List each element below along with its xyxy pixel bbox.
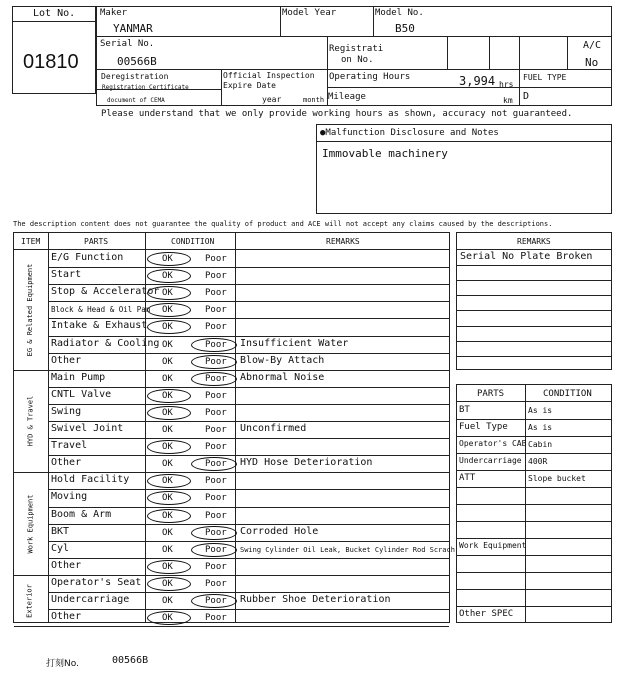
row-divider [48,592,449,593]
specs-condition-header: CONDITION [543,389,592,399]
poor-option[interactable]: Poor [205,305,227,316]
hrs-label: hrs [499,80,514,89]
engraved-number-value: 00566B [112,655,149,666]
row-divider [48,387,449,388]
ok-selected-circle [147,269,191,283]
table-row-remark: Insufficient Water [240,337,349,349]
poor-option[interactable]: Poor [205,322,227,333]
group-label: EG & Related Equipment [26,263,34,357]
table-row-remark: Unconfirmed [240,423,307,434]
poor-option[interactable]: Poor [205,544,227,555]
poor-option[interactable]: Poor [205,425,227,435]
ok-option[interactable]: OK [162,390,173,401]
model-no-label: Model No. [375,8,424,18]
ok-option[interactable]: OK [162,544,173,555]
table-row-part: Start [51,269,82,281]
table-row-remark: Rubber Shoe Deterioration [240,594,391,605]
ok-selected-circle [147,320,191,334]
item-header: ITEM [21,237,41,246]
group-label: HYD & Travel [26,395,34,447]
poor-option[interactable]: Poor [205,510,227,521]
table-row-part: Swivel Joint [51,423,124,434]
specs-table [456,384,612,623]
poor-option[interactable]: Poor [205,373,227,384]
ok-selected-circle [147,560,191,574]
table-row-part: Block & Head & Oil Pan [51,305,151,315]
row-divider [48,353,449,354]
ok-option[interactable]: OK [162,254,173,264]
poor-selected-circle [191,355,237,369]
row-divider [48,558,449,559]
row-divider [48,284,449,285]
remarks-header: REMARKS [326,237,360,246]
ok-option[interactable]: OK [162,305,173,316]
poor-option[interactable]: Poor [205,339,227,350]
poor-option[interactable]: Poor [205,527,227,538]
registration-certificate-label: Registration Certificate [102,84,189,91]
row-divider [48,507,449,508]
poor-option[interactable]: Poor [205,288,227,299]
ok-option[interactable]: OK [162,288,173,299]
poor-selected-circle [191,543,237,557]
spec-part: Other SPEC [459,609,514,619]
row-divider [48,541,449,542]
ok-option[interactable]: OK [162,510,173,521]
group-label: Exterior [26,583,35,618]
ok-option[interactable]: OK [162,373,173,384]
malfunction-box [316,124,612,214]
row-divider [457,504,611,505]
row-divider [14,626,449,627]
poor-selected-circle [191,372,237,386]
table-row-part: BKT [51,525,70,537]
poor-selected-circle [191,457,237,471]
row-divider [48,404,449,405]
ok-option[interactable]: OK [162,356,173,367]
table-row-part: CNTL Valve [51,388,112,400]
ok-selected-circle [147,577,191,591]
row-divider [457,606,611,607]
row-divider [48,336,449,337]
row-divider [48,301,449,302]
model-year-label: Model Year [282,8,337,18]
poor-option[interactable]: Poor [205,442,227,453]
ok-option[interactable]: OK [162,322,173,333]
ok-selected-circle [147,509,191,523]
maker-value: YANMAR [113,22,153,35]
engraved-number-label: 打刻No. [46,659,79,669]
disclaimer-text: The description content does not guarantee the quality of product and ACE will not accept any claims caused by the descriptions. [13,220,553,228]
poor-option[interactable]: Poor [205,596,227,606]
spec-condition: Slope bucket [528,474,586,483]
row-divider [457,453,611,454]
row-divider [457,487,611,488]
table-row-remark: Corroded Hole [240,525,319,537]
lot-box [12,6,96,94]
spec-part: Operator's CAB [459,439,527,448]
ok-selected-circle [147,303,191,317]
table-row-part: Stop & Accelerator [51,286,160,298]
poor-option[interactable]: Poor [205,356,227,367]
row-divider [457,589,611,590]
model-no-value: B50 [395,22,415,35]
row-divider [457,470,611,471]
row-divider [457,538,611,539]
registration-label-2: on No. [341,55,374,65]
table-row-part: Travel [51,440,88,452]
operating-hours-label: Operating Hours [329,72,411,82]
row-divider [14,370,449,371]
row-divider [48,455,449,456]
operating-hours-value: 3,994 [459,74,496,88]
lot-number: 01810 [23,51,79,73]
malfunction-title: ●Malfunction Disclosure and Notes [320,128,499,138]
ok-option[interactable]: OK [162,493,173,504]
year-label: year [262,95,282,104]
fuel-type-value: D [523,91,530,102]
ok-selected-circle [147,491,191,505]
ok-selected-circle [147,440,191,454]
ok-option[interactable]: OK [162,476,173,487]
machine-info-grid [96,6,612,106]
ac-label: A/C [583,40,602,51]
row-divider [48,438,449,439]
row-divider [457,295,611,296]
ok-option[interactable]: OK [162,425,173,435]
ok-selected-circle [147,474,191,488]
header-divider [457,401,611,402]
table-row-remark: Swing Cylinder Oil Leak, Bucket Cylinder Rod Scrach [240,545,455,554]
ok-option[interactable]: OK [162,339,173,350]
row-divider [48,421,449,422]
table-row-part: Radiator & Cooling [51,337,160,349]
table-row-part: Other [51,457,82,469]
row-divider [457,310,611,311]
ok-selected-circle [147,406,191,420]
ok-option[interactable]: OK [162,271,173,282]
row-divider [457,326,611,327]
spec-condition: As is [528,423,553,432]
row-divider [14,575,449,576]
serial-label: Serial No. [100,39,155,49]
poor-option[interactable]: Poor [205,476,227,487]
poor-selected-circle [191,594,237,608]
ok-option[interactable]: OK [162,613,173,624]
ok-option[interactable]: OK [162,527,173,538]
remarks-row: Serial No Plate Broken [460,251,593,262]
ok-selected-circle [147,611,191,625]
poor-option[interactable]: Poor [205,390,227,401]
row-divider [48,318,449,319]
ok-option[interactable]: OK [162,407,173,418]
ac-value: No [585,56,599,69]
ok-selected-circle [147,252,191,266]
fuel-type-label: FUEL TYPE [523,73,567,82]
table-row-part: Hold Facility [51,474,130,486]
table-row-remark: Abnormal Noise [240,371,325,383]
row-divider [457,341,611,342]
inspection-label: Official Inspection [223,71,315,80]
row-divider [48,524,449,525]
spec-condition: 400R [528,457,548,466]
ok-option[interactable]: OK [162,578,173,589]
ok-option[interactable]: OK [162,442,173,453]
ok-selected-circle [147,389,191,403]
header-divider [457,249,611,250]
header-block [0,0,640,120]
row-divider [457,521,611,522]
poor-option[interactable]: Poor [205,271,227,282]
malfunction-text: Immovable machinery [322,147,448,160]
serial-value: 00566B [117,55,157,68]
row-divider [457,356,611,357]
table-row-part: Other [51,354,82,366]
inspection-label-2: Expire Date [223,81,276,90]
poor-option[interactable]: Poor [205,561,227,572]
poor-option[interactable]: Poor [205,613,227,624]
working-hours-notice: Please understand that we only provide working hours as shown, accuracy not guaranteed. [101,109,573,119]
month-label: month [303,96,325,104]
registration-label: Registrati [329,44,384,54]
ok-option[interactable]: OK [162,459,173,470]
ok-selected-circle [147,286,191,300]
row-divider [457,555,611,556]
deregistration-label: Deregistration [101,72,169,81]
cema-label: document of CEMA [107,97,165,104]
lot-label: Lot No. [33,8,76,19]
table-row-part: Moving [51,491,88,503]
spec-part: Fuel Type [459,422,508,432]
table-row-remark: Blow-By Attach [240,354,325,366]
row-divider [48,267,449,268]
table-row-part: Undercarriage [51,594,130,605]
spec-part: Undercarriage [459,456,522,465]
km-label: km [503,96,513,105]
spec-condition: As is [528,406,553,415]
maker-label: Maker [100,8,128,18]
right-remarks-header: REMARKS [517,237,551,246]
spec-part: Work Equipment [459,541,527,550]
table-row-part: Other [51,559,82,571]
spec-part: BT [459,405,470,415]
poor-option[interactable]: Poor [205,459,227,470]
poor-option[interactable]: Poor [205,493,227,504]
row-divider [457,572,611,573]
poor-option[interactable]: Poor [205,254,227,264]
poor-selected-circle [191,526,237,540]
table-row-part: Swing [51,405,82,417]
specs-parts-header: PARTS [477,389,505,399]
mileage-label: Mileage [328,92,366,102]
condition-header: CONDITION [171,237,215,246]
spec-part: ATT [459,473,476,483]
table-row-part: Main Pump [51,371,106,383]
table-row-part: E/G Function [51,252,124,263]
parts-header: PARTS [84,237,109,246]
remarks-table [456,232,612,370]
group-label: Work Equipment [26,494,34,554]
table-row-part: Other [51,611,82,623]
row-divider [48,489,449,490]
row-divider [14,472,449,473]
poor-option[interactable]: Poor [205,578,227,589]
ok-option[interactable]: OK [162,596,173,606]
poor-option[interactable]: Poor [205,407,227,418]
table-row-part: Cyl [51,542,70,554]
inspection-table [13,232,455,624]
ok-option[interactable]: OK [162,561,173,572]
row-divider [457,419,611,420]
row-divider [457,436,611,437]
table-row-remark: HYD Hose Deterioration [240,457,373,469]
poor-selected-circle [191,338,237,352]
table-row-part: Boom & Arm [51,508,112,520]
row-divider [48,609,449,610]
table-row-part: Intake & Exhaust [51,320,148,332]
spec-condition: Cabin [528,440,553,449]
row-divider [457,265,611,266]
row-divider [457,280,611,281]
table-row-part: Operator's Seat [51,576,142,588]
